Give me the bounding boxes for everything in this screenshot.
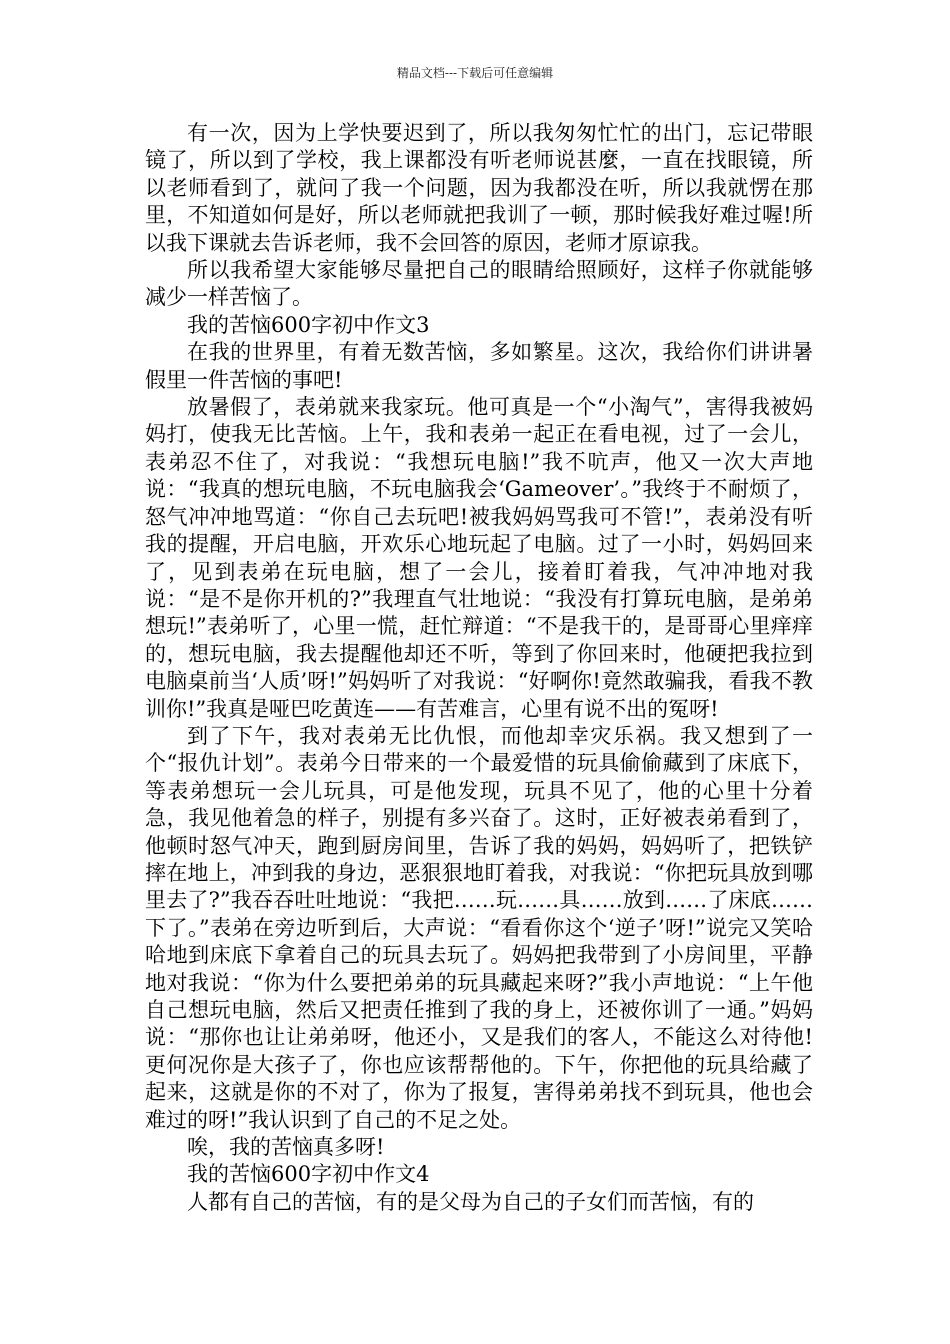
paragraph: 唉，我的苦恼真多呀! xyxy=(187,1135,385,1160)
paragraph: 到了下午，我对表弟无比仇恨，而他却幸灾乐祸。我又想到了一个“报仇计划”。表弟今日带来的一个最爱惜的玩具偷偷藏到了床底下，等表弟想玩一会儿玩具，可是他发现，玩具不见了，他的心里十分着急，我见他着急的样子，别提有多兴奋了。这时，正好被表弟看到了，他顿时怒气冲天，跑到厨房间里，告诉了我的妈妈，妈妈听了，把铁铲摔在地上，冲到我的身边，恶狠狠地盯着我，对我说：“你把玩具放到哪里去了?”我吞吞吐吐地说：“我把……玩……具……放到……了床底……下了。”表弟在旁边听到后，大声说：“看看你这个‘逆子’呀!”说完又笑哈哈地到床底下拿着自己的玩具去玩了。妈妈把我带到了小房间里，平静地对我说：“你为什么要把弟弟的玩具藏起来呀?”我小声地说：“上午他自己想玩电脑，然后又把责任推到了我的身上，还被你训了一通。”妈妈说：“那你也让让弟弟呀，他还小，又是我们的客人，不能这么对待他!更何况你是大孩子了，你也应该帮帮他的。下午，你把他的玩具给藏了起来，这就是你的不对了，你为了报复，害得弟弟找不到玩具，他也会难过的呀!”我认识到了自己的不足之处。 xyxy=(145,723,813,1132)
section-title: 我的苦恼600字初中作文4 xyxy=(187,1162,430,1187)
page-header: 精品文档---下载后可任意编辑 xyxy=(396,66,554,80)
paragraph: 所以我希望大家能够尽量把自己的眼睛给照顾好，这样子你就能够减少一样苦恼了。 xyxy=(145,258,813,310)
paragraph: 在我的世界里，有着无数苦恼，多如繁星。这次，我给你们讲讲暑假里一件苦恼的事吧! xyxy=(145,340,813,392)
document-body xyxy=(145,120,813,1216)
paragraph: 有一次，因为上学快要迟到了，所以我匆匆忙忙的出门，忘记带眼镜了，所以到了学校，我上课都没有听老师说甚麼，一直在找眼镜，所以老师看到了，就问了我一个问题，因为我都没在听，所以我就愣在那里，不知道如何是好，所以老师就把我训了一顿，那时候我好难过喔!所以我下课就去告诉老师，我不会回答的原因，老师才原谅我。 xyxy=(145,121,813,255)
paragraph: 人都有自己的苦恼，有的是父母为自己的子女们而苦恼，有的 xyxy=(187,1189,754,1214)
section-title: 我的苦恼600字初中作文3 xyxy=(187,312,430,337)
paragraph: 放暑假了，表弟就来我家玩。他可真是一个“小淘气”，害得我被妈妈打，使我无比苦恼。上午，我和表弟一起正在看电视，过了一会儿，表弟忍不住了，对我说：“我想玩电脑!”我不吭声，他又一次大声地说：“我真的想玩电脑，不玩电脑我会‘Gameover’。”我终于不耐烦了，怒气冲冲地骂道：“你自己去玩吧!被我妈妈骂我可不管!”，表弟没有听我的提醒，开启电脑，开欢乐心地玩起了电脑。过了一小时，妈妈回来了，见到表弟在玩电脑，想了一会儿，接着盯着我，气冲冲地对我说：“是不是你开机的?”我理直气壮地说：“我没有打算玩电脑，是弟弟想玩!”表弟听了，心里一慌，赶忙辩道：“不是我干的，是哥哥心里痒痒的，想玩电脑，我去提醒他却还不听，等到了你回来时，他硬把我拉到电脑桌前当‘人质’呀!”妈妈听了对我说：“好啊你!竟然敢骗我，看我不教训你!”我真是哑巴吃黄连——有苦难言，心里有说不出的冤呀! xyxy=(145,395,813,721)
